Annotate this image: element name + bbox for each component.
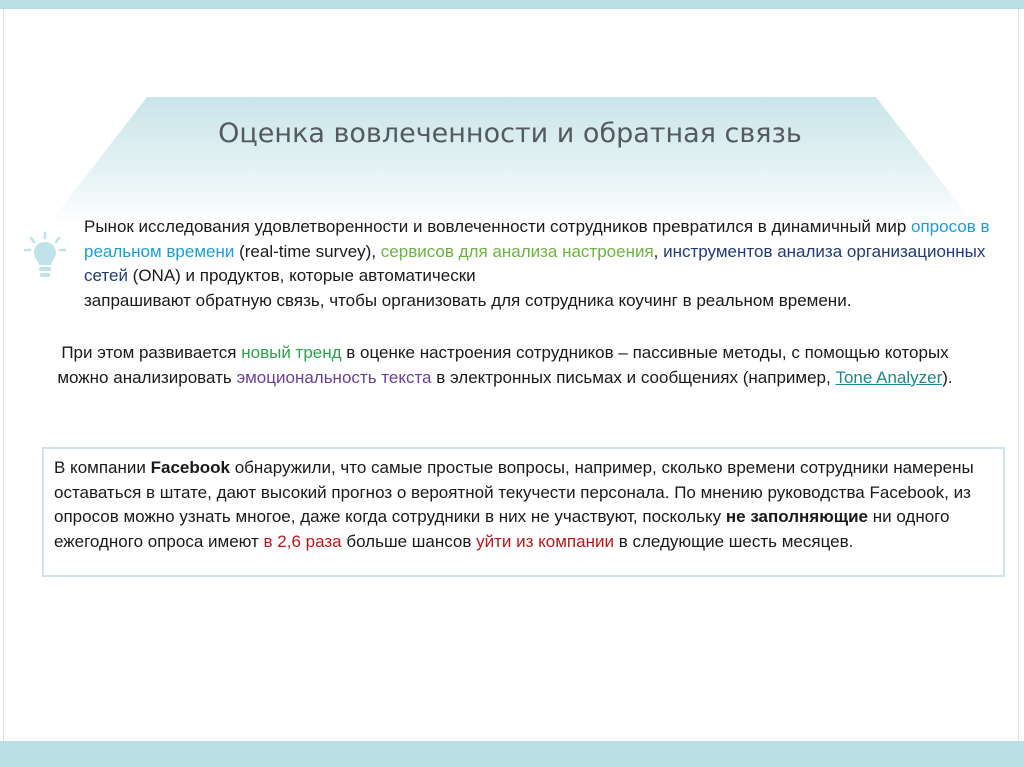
hl-times-stat: в 2,6 раза	[263, 531, 342, 551]
bottom-accent-bar	[0, 741, 1024, 767]
p1-text-1: Рынок исследования удовлетворенности и вовлеченности сотрудников превратился в динамичный мир	[84, 217, 911, 236]
lightbulb-icon	[22, 232, 68, 280]
hl-text-emotionality: эмоциональность текста	[236, 367, 432, 387]
bold-not-filling: не заполняющие	[725, 507, 868, 526]
facebook-callout-box	[42, 447, 1005, 577]
hl-leave-company: уйти из компании	[476, 531, 614, 551]
callout-text	[54, 456, 999, 554]
p2-text-2: в оценке настроения сотрудников – пассивные методы, с помощью которых можно анализировать	[57, 343, 949, 387]
p2-text-1: При этом развивается	[61, 343, 242, 362]
hl-realtime-surveys: опросов в реальном времени	[84, 217, 990, 261]
bold-facebook: Facebook	[150, 458, 230, 477]
p1-text-3: ,	[653, 241, 664, 261]
p1-text-4: (ONA) и продуктов, которые автоматически	[127, 266, 476, 285]
p2-text-3: в электронных письмах и сообщениях (например,	[431, 367, 836, 387]
p2-text-4: ).	[942, 367, 953, 387]
callout-text-5: в следующие шесть месяцев.	[613, 531, 854, 551]
p1-text-5: запрашивают обратную связь, чтобы организовать для сотрудника коучинг в реальном времени.	[84, 290, 852, 310]
hl-ona-tools: инструментов анализа организационных сетей	[84, 241, 986, 285]
callout-text-2: обнаружили, что самые простые вопросы, например, сколько времени сотрудники намерены оставаться в штате, дают высокий прогноз о вероятной текучести персонала. По мнению руководства Facebook, из опросов можно узнать многое, даже когда сотрудники в них не участвуют, поскольку	[54, 458, 974, 526]
callout-text-1: В компании	[54, 458, 151, 477]
page-title: Оценка вовлеченности и обратная связь	[218, 118, 802, 149]
tone-analyzer-link[interactable]: Tone Analyzer	[835, 367, 943, 387]
hl-new-trend: новый тренд	[241, 343, 342, 362]
p1-text-2: (real-time survey),	[234, 241, 381, 261]
market-paragraph	[84, 215, 999, 313]
hl-sentiment-services: сервисов для анализа настроения	[380, 241, 654, 261]
trend-paragraph	[40, 341, 970, 390]
callout-text-3: ни одного ежегодного опроса имеют	[54, 507, 950, 551]
callout-text-4: больше шансов	[341, 531, 477, 551]
